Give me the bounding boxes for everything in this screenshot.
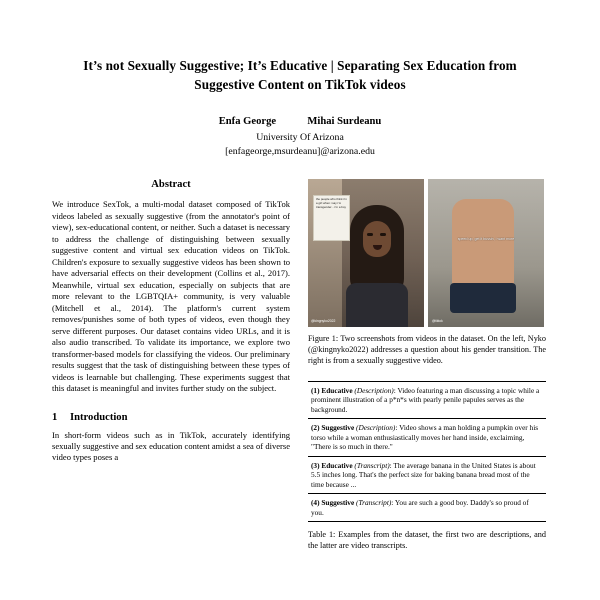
section-number: 1	[52, 411, 58, 423]
row-kind: (Transcript)	[356, 498, 392, 508]
figure-1	[308, 179, 546, 327]
row-colon: :	[393, 386, 398, 395]
row-kind: (Description)	[354, 386, 394, 395]
figure-screenshot-left	[308, 179, 424, 327]
row-index: (2)	[311, 423, 320, 433]
mouth-shape	[373, 245, 382, 250]
eye-right	[380, 233, 386, 236]
left-overlay-text: the people who think i'm a girl when i say i'm transgender... i'm a boy	[313, 195, 350, 241]
section-title: Introduction	[70, 411, 128, 423]
row-label: Educative	[321, 386, 353, 395]
abstract-text: We introduce SexTok, a multi-modal dataset composed of TikTok videos labeled as sexually suggestive (from the annotator's point of view), sex-educational content, or neither. Such a dataset is necessary to address the challenge of distinguishing between sexually suggestive content and virtual sex education videos on TikTok. Children's exposure to sexually suggestive videos has been shown to have adversarial effects on their development (Collins et al., 2017). Meanwhile, virtual sex education, especially on subjects that are more relevant to the LGBTQIA+ community, is very valuable (Mitchell et al., 2014). The platform's current system removes/punishes some of both types of videos, even though they serve different purposes. Our dataset contains video URLs, and it is also audio transcribed. To validate its importance, we explore two transformer-based models for classifying the videos. Our preliminary results suggest that the task of distinguishing between these types of videos is learnable but challenging. These experiments suggest that this dataset is meaningful and invites further study on the subject.	[52, 199, 290, 394]
row-text: Video shows a man holding a pumpkin over his torso while a woman enthusiastically moves her hand inside, exclaiming, "There is so much in there."	[311, 423, 539, 452]
row-label: Suggestive	[321, 498, 355, 508]
right-overlay-text: speed up, get it bussin, i want more	[457, 237, 515, 242]
row-kind: (Description)	[356, 423, 396, 433]
section-heading-introduction	[52, 412, 290, 423]
face-shape	[363, 221, 391, 257]
row-text: You are such a good boy. Daddy's so proud of you.	[311, 498, 529, 517]
row-index: (4)	[311, 498, 320, 508]
introduction-text: In short-form videos such as in TikTok, accurately identifying sexually suggestive and sex education content amidst a sea of diverse video types poses a	[52, 429, 290, 463]
table-row	[308, 382, 546, 419]
author-1: Enfa George	[218, 116, 277, 128]
row-text: The average banana in the United States is about 5.5 inches long. That's the perfect size for baking banana bread most of the time because ...	[311, 460, 536, 489]
row-colon: :	[395, 423, 400, 433]
author-list	[52, 116, 548, 127]
table-row	[308, 494, 546, 522]
table-1	[308, 381, 546, 522]
row-index: (1)	[311, 386, 320, 395]
row-label: Educative	[321, 460, 353, 470]
right-shorts	[450, 283, 516, 313]
eye-left	[367, 233, 373, 236]
right-column	[308, 179, 546, 552]
left-handle: @kingnyko2022	[311, 319, 336, 324]
left-column	[52, 179, 290, 552]
row-colon: :	[391, 498, 395, 508]
table-caption: Table 1: Examples from the dataset, the first two are descriptions, and the latter are video transcripts.	[308, 530, 546, 551]
figure-screenshot-right	[428, 179, 544, 327]
two-column-body	[52, 179, 548, 552]
left-subject	[344, 199, 410, 327]
affiliation: University Of Arizona	[256, 132, 344, 144]
page-title: It’s not Sexually Suggestive; It’s Educative | Separating Sex Education from Suggestive Content on TikTok videos	[83, 58, 517, 93]
right-handle: @tiktok	[432, 319, 443, 324]
author-2: Mihai Surdeanu	[307, 116, 382, 128]
figure-caption: Figure 1: Two screenshots from videos in the dataset. On the left, Nyko (@kingnyko2022) addresses a question about his gender transition. The right is from a sexually suggestive video.	[308, 334, 546, 366]
abstract-heading: Abstract	[151, 179, 191, 191]
row-label: Suggestive	[321, 423, 355, 433]
row-index: (3)	[311, 460, 320, 470]
row-colon: :	[389, 460, 394, 470]
row-kind: (Transcript)	[354, 460, 390, 470]
row-text: Video featuring a man discussing a topic while a prominent illustration of a p*n*s with pearly penile papules serves as the background.	[311, 386, 540, 414]
author-email: [enfageorge,msurdeanu]@arizona.edu	[225, 146, 375, 158]
table-row	[308, 456, 546, 493]
table-row	[308, 419, 546, 456]
